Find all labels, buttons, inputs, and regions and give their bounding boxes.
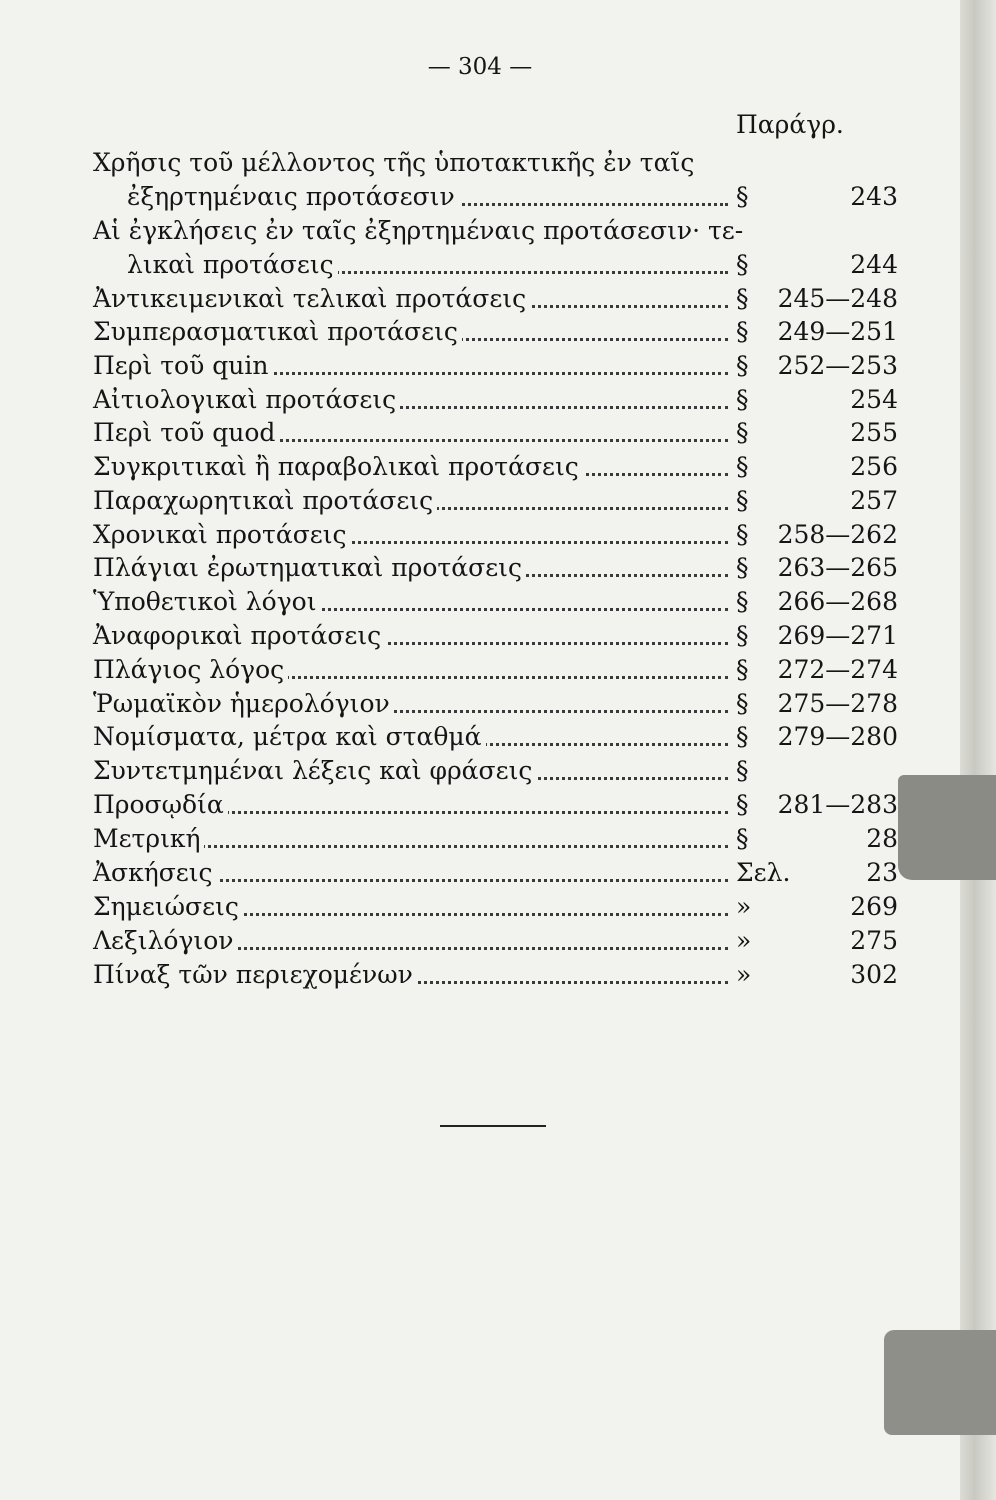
toc-entry bbox=[93, 518, 898, 552]
entry-title: Προσῳδία bbox=[93, 788, 228, 822]
entry-symbol: § bbox=[736, 486, 749, 515]
entry-title: Αἰτιολογικαὶ προτάσεις bbox=[93, 383, 400, 417]
entry-number: 269 bbox=[850, 892, 898, 921]
entry-number: 244 bbox=[850, 250, 898, 279]
entry-symbol: § bbox=[736, 452, 749, 481]
entry-symbol: § bbox=[736, 418, 749, 447]
entry-title: Χρονικαὶ προτάσεις bbox=[93, 518, 351, 552]
toc-entry bbox=[93, 349, 898, 383]
toc-entry bbox=[93, 416, 898, 450]
entry-title: Παραχωρητικαὶ προτάσεις bbox=[93, 484, 437, 518]
entry-title: Λεξιλόγιον bbox=[93, 924, 237, 958]
torn-paper-patch bbox=[898, 775, 996, 880]
entry-number: 257 bbox=[850, 486, 898, 515]
entry-symbol: § bbox=[736, 385, 749, 414]
entry-symbol: § bbox=[736, 756, 749, 785]
toc-entry bbox=[93, 146, 898, 180]
entry-number: 266—268 bbox=[777, 587, 898, 616]
entry-number: 249—251 bbox=[777, 317, 898, 346]
entry-title: λικαὶ προτάσεις bbox=[127, 248, 338, 282]
entry-number: 23 bbox=[866, 858, 898, 887]
toc-entry bbox=[93, 551, 898, 585]
entry-title: Πλάγιαι ἐρωτηματικαὶ προτάσεις bbox=[93, 551, 526, 585]
entry-number: 275—278 bbox=[777, 689, 898, 718]
toc-entry bbox=[127, 180, 898, 214]
entry-symbol: » bbox=[736, 960, 752, 989]
entry-number: 243 bbox=[850, 182, 898, 211]
entry-number: 275 bbox=[850, 926, 898, 955]
entry-title: Σημειώσεις bbox=[93, 890, 243, 924]
toc-entry bbox=[93, 924, 898, 958]
toc-entry bbox=[93, 687, 898, 721]
entry-number: 281—283 bbox=[777, 790, 898, 819]
entry-title: Πλάγιος λόγος bbox=[93, 653, 288, 687]
column-header-paragraph: Παράγρ. bbox=[736, 110, 844, 139]
entry-title: Πίναξ τῶν περιεχομένων bbox=[93, 958, 417, 992]
entry-number: 263—265 bbox=[777, 553, 898, 582]
toc-entry bbox=[93, 788, 898, 822]
entry-number: 258—262 bbox=[777, 520, 898, 549]
entry-symbol: § bbox=[736, 722, 749, 751]
closing-rule bbox=[440, 1125, 546, 1127]
entry-title: Νομίσματα, μέτρα καὶ σταθμά bbox=[93, 720, 486, 754]
toc-entry bbox=[93, 958, 898, 992]
toc-entry bbox=[93, 315, 898, 349]
entry-number: 269—271 bbox=[777, 621, 898, 650]
entry-title: Μετρική bbox=[93, 822, 204, 856]
entry-symbol: Σελ. bbox=[736, 858, 791, 887]
toc-entry bbox=[93, 890, 898, 924]
toc-entry bbox=[93, 282, 898, 316]
entry-title: Συντετμημέναι λέξεις καὶ φράσεις bbox=[93, 754, 536, 788]
toc-entry bbox=[93, 856, 898, 890]
entry-symbol: § bbox=[736, 621, 749, 650]
toc-entry bbox=[93, 383, 898, 417]
entry-symbol: § bbox=[736, 351, 749, 380]
entry-number: 255 bbox=[850, 418, 898, 447]
entry-title: ἐξηρτημέναις προτάσεσιν bbox=[127, 180, 459, 214]
page-edge bbox=[960, 0, 996, 1500]
entry-number: 245—248 bbox=[777, 284, 898, 313]
entry-number: 252—253 bbox=[777, 351, 898, 380]
entry-symbol: » bbox=[736, 926, 752, 955]
toc-entry bbox=[93, 619, 898, 653]
entry-symbol: § bbox=[736, 553, 749, 582]
entry-number: 254 bbox=[850, 385, 898, 414]
entry-title: Αἱ ἐγκλήσεις ἐν ταῖς ἐξηρτημέναις προτάσεσιν· τε- bbox=[93, 214, 747, 248]
entry-symbol: § bbox=[736, 824, 749, 853]
toc-entry bbox=[93, 720, 898, 754]
entry-symbol: § bbox=[736, 587, 749, 616]
entry-title: Ἀναφορικαὶ προτάσεις bbox=[93, 619, 385, 653]
entry-symbol: § bbox=[736, 689, 749, 718]
entry-title: Ἀσκήσεις bbox=[93, 856, 217, 890]
torn-paper-patch-lower bbox=[884, 1330, 996, 1435]
entry-number: 279—280 bbox=[777, 722, 898, 751]
toc-entry bbox=[127, 248, 898, 282]
entry-title: Ὑποθετικοὶ λόγοι bbox=[93, 585, 321, 619]
entry-title: Συγκριτικαὶ ἢ παραβολικαὶ προτάσεις bbox=[93, 450, 583, 484]
entry-title: Συμπερασματικαὶ προτάσεις bbox=[93, 315, 462, 349]
entry-symbol: § bbox=[736, 182, 749, 211]
entry-title: Χρῆσις τοῦ μέλλοντος τῆς ὑποτακτικῆς ἐν ταῖς bbox=[93, 146, 698, 180]
entry-number: 28 bbox=[866, 824, 898, 853]
toc-entry bbox=[93, 822, 898, 856]
entry-symbol: § bbox=[736, 520, 749, 549]
entry-title: Περὶ τοῦ quin bbox=[93, 349, 272, 383]
entry-symbol: » bbox=[736, 892, 752, 921]
entry-symbol: § bbox=[736, 655, 749, 684]
entry-symbol: § bbox=[736, 250, 749, 279]
entry-number: 256 bbox=[850, 452, 898, 481]
entry-symbol: § bbox=[736, 790, 749, 819]
toc-entry bbox=[93, 484, 898, 518]
entry-title: Ἀντικειμενικαὶ τελικαὶ προτάσεις bbox=[93, 282, 530, 316]
entry-symbol: § bbox=[736, 317, 749, 346]
toc-entry bbox=[93, 653, 898, 687]
entry-number: 272—274 bbox=[777, 655, 898, 684]
toc-entry bbox=[93, 450, 898, 484]
toc-entry bbox=[93, 214, 898, 248]
entry-title: Περὶ τοῦ quod bbox=[93, 416, 279, 450]
toc-entry bbox=[93, 754, 898, 788]
entry-title: Ῥωμαϊκὸν ἡμερολόγιον bbox=[93, 687, 394, 721]
page-number: — 304 — bbox=[427, 54, 533, 80]
entry-symbol: § bbox=[736, 284, 749, 313]
toc-entry bbox=[93, 585, 898, 619]
entry-number: 302 bbox=[850, 960, 898, 989]
